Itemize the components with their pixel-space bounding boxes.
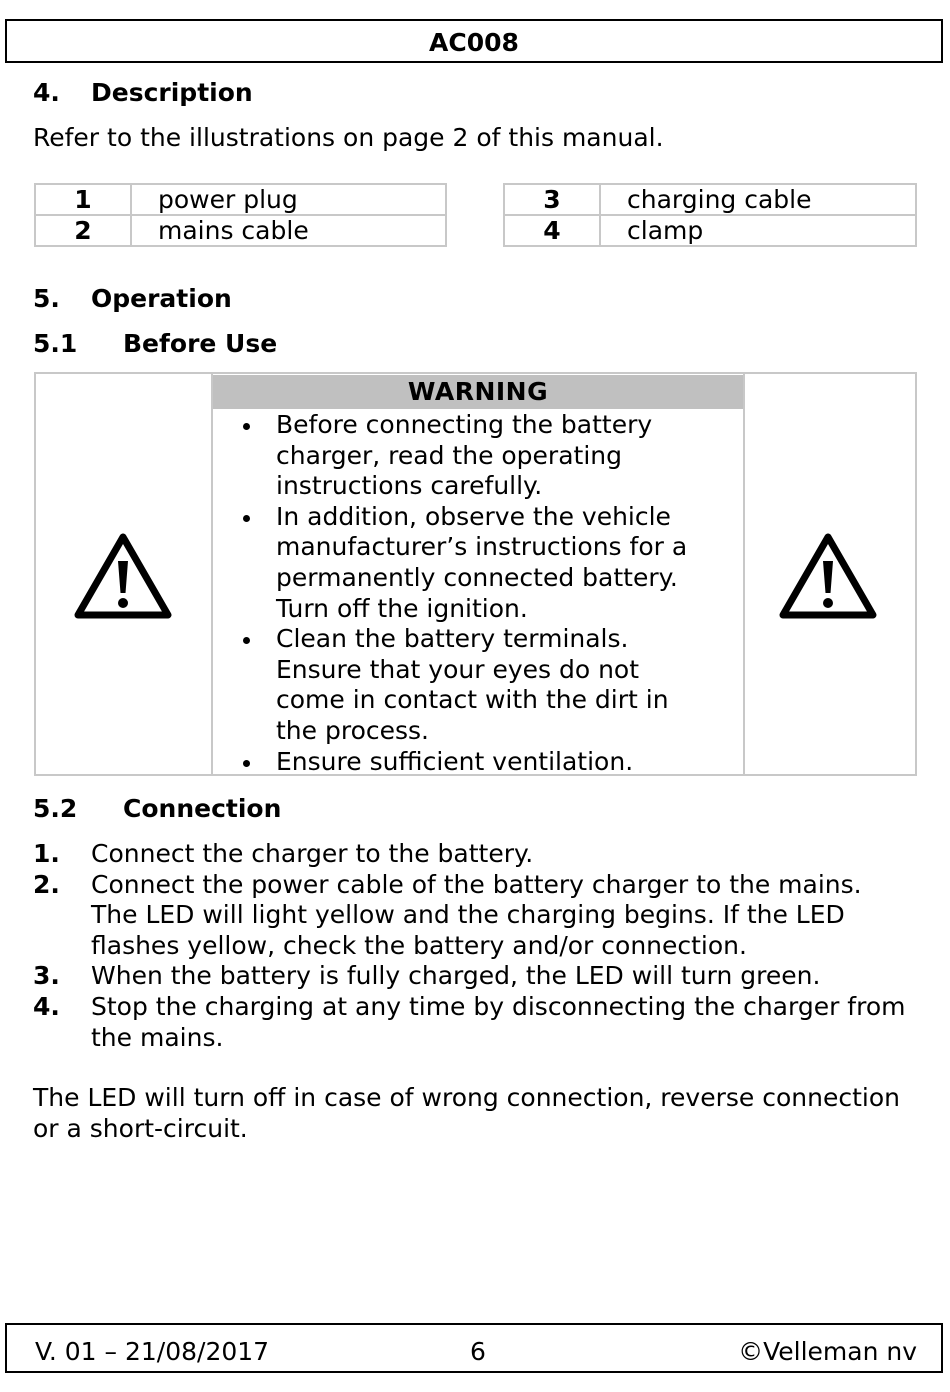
step-number: 1. bbox=[33, 839, 60, 868]
step-number: 3. bbox=[33, 961, 60, 991]
section-5-1-title: Before Use bbox=[123, 329, 278, 358]
step-number: 4. bbox=[33, 991, 60, 1021]
warning-triangle-icon bbox=[73, 531, 173, 621]
section-5-heading bbox=[33, 284, 232, 313]
section-5-2-title: Connection bbox=[123, 794, 282, 823]
section-5-title: Operation bbox=[91, 284, 232, 313]
list-item bbox=[33, 870, 905, 962]
step-text: Connect the power cable of the battery charger to the mains. The LED will light yellow and the charging begins. If the LED flashes yellow, check the battery and/or connection. bbox=[91, 869, 862, 960]
list-item: Clean the battery terminals. Ensure that your eyes do not come in contact with the dirt in the process. bbox=[213, 624, 743, 746]
list-item bbox=[33, 839, 905, 870]
table-row bbox=[35, 184, 446, 215]
section-4-title: Description bbox=[91, 78, 253, 107]
section-5-1-heading bbox=[33, 329, 277, 358]
section-4-heading bbox=[33, 78, 253, 107]
part-label: power plug bbox=[131, 184, 446, 215]
section-5-2-number: 5.2 bbox=[33, 794, 78, 823]
parts-table-left bbox=[34, 183, 447, 247]
footer-version: V. 01 – 21/08/2017 bbox=[35, 1337, 270, 1366]
footer-page-number: 6 bbox=[470, 1337, 486, 1366]
connection-steps bbox=[33, 839, 905, 1053]
section-4-number: 4. bbox=[33, 78, 60, 107]
part-label: clamp bbox=[600, 215, 916, 246]
table-row bbox=[504, 184, 916, 215]
warning-list bbox=[213, 410, 743, 777]
part-label: charging cable bbox=[600, 184, 916, 215]
step-text: When the battery is fully charged, the LED will turn green. bbox=[91, 961, 821, 991]
list-item: Before connecting the battery charger, read the operating instructions carefully. bbox=[213, 410, 743, 502]
footer bbox=[5, 1323, 943, 1373]
table-row bbox=[35, 215, 446, 246]
part-label: mains cable bbox=[131, 215, 446, 246]
part-number: 3 bbox=[504, 184, 600, 215]
list-item bbox=[33, 961, 905, 992]
part-number: 4 bbox=[504, 215, 600, 246]
part-number: 1 bbox=[35, 184, 131, 215]
step-text: Stop the charging at any time by disconnecting the charger from the mains. bbox=[91, 991, 906, 1052]
description-intro: Refer to the illustrations on page 2 of this manual. bbox=[33, 123, 664, 152]
table-row bbox=[504, 215, 916, 246]
warning-box bbox=[34, 372, 917, 776]
section-5-number: 5. bbox=[33, 284, 60, 313]
part-number: 2 bbox=[35, 215, 131, 246]
warning-triangle-icon bbox=[778, 531, 878, 621]
list-item bbox=[33, 992, 905, 1053]
list-item: In addition, observe the vehicle manufacturer’s instructions for a permanently connected battery. Turn off the ignition. bbox=[213, 502, 743, 624]
header-model: AC008 bbox=[5, 19, 943, 63]
warning-title: WARNING bbox=[213, 375, 743, 409]
section-5-1-number: 5.1 bbox=[33, 329, 78, 358]
list-item: Ensure sufficient ventilation. bbox=[213, 747, 743, 778]
footer-copyright: ©Velleman nv bbox=[738, 1337, 917, 1366]
section-5-2-heading bbox=[33, 794, 281, 823]
closing-note: The LED will turn off in case of wrong connection, reverse connection or a short-circuit. bbox=[33, 1083, 900, 1143]
step-text: Connect the charger to the battery. bbox=[91, 839, 534, 868]
parts-table-right bbox=[503, 183, 917, 247]
step-number: 2. bbox=[33, 869, 60, 899]
warning-content bbox=[211, 374, 745, 774]
